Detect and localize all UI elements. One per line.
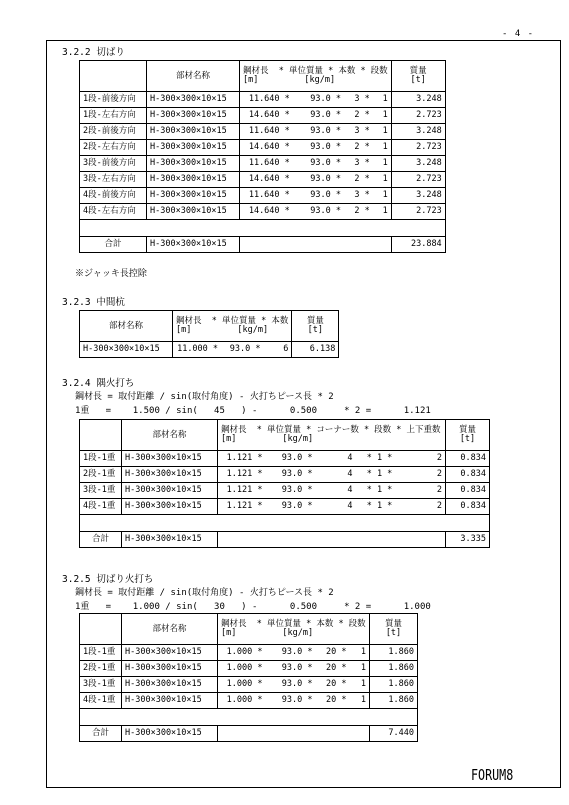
cell-value: 11.640 *	[240, 188, 293, 204]
cell-value: 4	[316, 451, 356, 467]
cell-value: 14.640 *	[240, 204, 293, 220]
cell-value: 1	[373, 188, 391, 204]
table-row	[80, 499, 490, 515]
mass-value: 6.138	[292, 342, 339, 358]
cell-value: 1	[373, 124, 391, 140]
table-sumi-hiuchi	[79, 419, 490, 548]
cell-value: 1.000 *	[218, 693, 266, 709]
cell-value: 93.0 *	[266, 693, 316, 709]
col-header-mass: 質量 [t]	[370, 614, 418, 645]
cell-value: 1	[350, 677, 370, 693]
page-number: - 4 -	[502, 29, 535, 39]
table-row	[80, 156, 446, 172]
cell-value: H-300×300×10×15	[122, 645, 218, 661]
table-kiribari	[79, 60, 446, 253]
cell-value: 20 *	[316, 693, 350, 709]
cell-value: 93.0 *	[293, 172, 344, 188]
table-row	[80, 140, 446, 156]
col-header-mass: 質量 [t]	[446, 420, 490, 451]
table-row	[80, 645, 418, 661]
total-label: 合計	[80, 237, 147, 253]
cell-value: * 1 *	[356, 499, 404, 515]
cell-value: * 1 *	[356, 467, 404, 483]
total-mass: 23.884	[391, 237, 445, 253]
section-heading-3-2-2: 3.2.2 切ばり	[62, 47, 125, 58]
table-row	[80, 204, 446, 220]
cell-value: 1.000 *	[218, 661, 266, 677]
row-label: 3段-1重	[80, 677, 122, 693]
cell-value: 1.121 *	[218, 451, 266, 467]
total-label: 合計	[80, 532, 122, 548]
cell-value: 2 *	[344, 108, 373, 124]
section-heading-3-2-4: 3.2.4 隅火打ち	[62, 378, 135, 389]
mass-value: 0.834	[446, 467, 490, 483]
total-member: H-300×300×10×15	[122, 726, 218, 742]
mass-value: 2.723	[391, 172, 445, 188]
row-label: 2段-1重	[80, 467, 122, 483]
cell-value: H-300×300×10×15	[147, 188, 240, 204]
row-label: 1段-前後方向	[80, 92, 147, 108]
cell-value: H-300×300×10×15	[122, 661, 218, 677]
cell-value: H-300×300×10×15	[122, 499, 218, 515]
table-row	[80, 108, 446, 124]
col-header-calc: 鋼材長 * 単位質量 * 本数 * 段数 [m] [kg/m]	[240, 61, 392, 92]
cell-value: 2	[404, 483, 446, 499]
col-header-calc: 鋼材長 * 単位質量 * コーナー数 * 段数 * 上下重数 [m] [kg/m]	[218, 420, 446, 451]
cell-value: 1	[350, 693, 370, 709]
cell-value: 93.0 *	[293, 156, 344, 172]
cell-value: H-300×300×10×15	[122, 467, 218, 483]
forum8-logo: FORUM8	[471, 766, 514, 784]
cell-value: 93.0 *	[266, 645, 316, 661]
mass-value: 1.860	[370, 661, 418, 677]
cell-value: 93.0 *	[266, 451, 316, 467]
mass-value: 3.248	[391, 188, 445, 204]
cell-value: 11.640 *	[240, 156, 293, 172]
cell-value: 1	[350, 661, 370, 677]
row-label: 4段-前後方向	[80, 188, 147, 204]
cell-value: 1.121 *	[218, 499, 266, 515]
cell-value: 1	[373, 140, 391, 156]
row-label: 1段-左右方向	[80, 108, 147, 124]
row-label: 1段-1重	[80, 645, 122, 661]
table-row: H-300×300×10×15 11.000 * 93.0 * 6 6.138	[80, 342, 339, 358]
cell-value: H-300×300×10×15	[122, 693, 218, 709]
cell-value: 14.640 *	[240, 172, 293, 188]
table-row	[80, 483, 490, 499]
cell-value: * 1 *	[356, 483, 404, 499]
cell-value: 1.121 *	[218, 467, 266, 483]
cell-value: 1	[373, 204, 391, 220]
member-name: H-300×300×10×15	[80, 342, 173, 358]
cell-value: H-300×300×10×15	[147, 204, 240, 220]
col-header-member: 部材名称	[147, 61, 240, 92]
mass-value: 1.860	[370, 677, 418, 693]
mass-value: 1.860	[370, 693, 418, 709]
mass-value: 3.248	[391, 124, 445, 140]
cell-value: 2 *	[344, 172, 373, 188]
cell-value: 20 *	[316, 645, 350, 661]
col-header-mass: 質量 [t]	[391, 61, 445, 92]
cell-value: 93.0 *	[293, 124, 344, 140]
row-label: 3段-左右方向	[80, 172, 147, 188]
row-label: 2段-左右方向	[80, 140, 147, 156]
mass-value: 3.248	[391, 92, 445, 108]
table-row	[80, 124, 446, 140]
cell-value: 2 *	[344, 140, 373, 156]
total-label: 合計	[80, 726, 122, 742]
cell-value: H-300×300×10×15	[122, 677, 218, 693]
cell-value: 11.640 *	[240, 92, 293, 108]
cell-value: 1.121 *	[218, 483, 266, 499]
cell-value: 2	[404, 467, 446, 483]
cell-value: 93.0 *	[293, 140, 344, 156]
total-mass: 3.335	[446, 532, 490, 548]
cell-value: 93.0 *	[293, 108, 344, 124]
cell-value: 93.0 *	[293, 92, 344, 108]
cell-value: 4	[316, 467, 356, 483]
row-label: 2段-1重	[80, 661, 122, 677]
col-header-member: 部材名称	[122, 420, 218, 451]
col-header-calc: 鋼材長 * 単位質量 * 本数 * 段数 [m] [kg/m]	[218, 614, 370, 645]
formula-calc: 1重 = 1.500 / sin( 45 ) - 0.500 * 2 = 1.121	[75, 406, 431, 416]
cell-value: H-300×300×10×15	[147, 108, 240, 124]
cell-value: H-300×300×10×15	[147, 140, 240, 156]
mass-value: 2.723	[391, 108, 445, 124]
row-label: 4段-左右方向	[80, 204, 147, 220]
row-label: 1段-1重	[80, 451, 122, 467]
mass-value: 2.723	[391, 140, 445, 156]
cell-value: 20 *	[316, 661, 350, 677]
table-row	[80, 693, 418, 709]
cell-value: 2	[404, 499, 446, 515]
mass-value: 0.834	[446, 483, 490, 499]
cell-value: 4	[316, 483, 356, 499]
cell-value: 1.000 *	[218, 645, 266, 661]
cell-value: 1	[373, 156, 391, 172]
row-label: 3段-1重	[80, 483, 122, 499]
row-label: 4段-1重	[80, 693, 122, 709]
total-member: H-300×300×10×15	[147, 237, 240, 253]
row-label: 4段-1重	[80, 499, 122, 515]
cell-value: 20 *	[316, 677, 350, 693]
cell-value: 3 *	[344, 92, 373, 108]
table-row	[80, 92, 446, 108]
mass-value: 0.834	[446, 451, 490, 467]
formula: 鋼材長 = 取付距離 / sin(取付角度) - 火打ちピース長 * 2	[75, 392, 334, 402]
cell-value: 3 *	[344, 156, 373, 172]
cell-value: 14.640 *	[240, 140, 293, 156]
table-row	[80, 188, 446, 204]
cell-value: 11.640 *	[240, 124, 293, 140]
col-header-mass: 質量 [t]	[292, 311, 339, 342]
total-member: H-300×300×10×15	[122, 532, 218, 548]
cell-value: 2 *	[344, 204, 373, 220]
cell-value: 1	[373, 172, 391, 188]
cell-value: 4	[316, 499, 356, 515]
col-header-member: 部材名称	[122, 614, 218, 645]
cell-value: 93.0 *	[266, 677, 316, 693]
row-label: 2段-前後方向	[80, 124, 147, 140]
jack-note: ※ジャッキ長控除	[75, 269, 147, 279]
table-row	[80, 172, 446, 188]
cell-value: 93.0 *	[266, 483, 316, 499]
cell-value: H-300×300×10×15	[147, 92, 240, 108]
cell-value: 93.0 *	[293, 204, 344, 220]
cell-value: 1	[350, 645, 370, 661]
cell-value: 93.0 *	[266, 467, 316, 483]
mass-value: 3.248	[391, 156, 445, 172]
table-row	[80, 451, 490, 467]
cell-value: 14.640 *	[240, 108, 293, 124]
total-mass: 7.440	[370, 726, 418, 742]
cell-value: H-300×300×10×15	[147, 156, 240, 172]
cell-value: 93.0 *	[293, 188, 344, 204]
cell-value: 1.000 *	[218, 677, 266, 693]
cell-value: 93.0 *	[266, 661, 316, 677]
col-header-member: 部材名称	[80, 311, 173, 342]
table-chukankui	[79, 310, 339, 358]
table-kiribari-hiuchi	[79, 613, 418, 742]
mass-value: 1.860	[370, 645, 418, 661]
formula-calc: 1重 = 1.000 / sin( 30 ) - 0.500 * 2 = 1.000	[75, 602, 431, 612]
cell-value: 1	[373, 108, 391, 124]
section-heading-3-2-5: 3.2.5 切ばり火打ち	[62, 574, 154, 585]
cell-value: 3 *	[344, 188, 373, 204]
cell-value: H-300×300×10×15	[147, 172, 240, 188]
section-heading-3-2-3: 3.2.3 中間杭	[62, 297, 125, 308]
cell-value: H-300×300×10×15	[147, 124, 240, 140]
mass-value: 0.834	[446, 499, 490, 515]
cell-value: * 1 *	[356, 451, 404, 467]
cell-value: H-300×300×10×15	[122, 483, 218, 499]
cell-value: 3 *	[344, 124, 373, 140]
table-row	[80, 467, 490, 483]
cell-value: H-300×300×10×15	[122, 451, 218, 467]
row-label: 3段-前後方向	[80, 156, 147, 172]
mass-value: 2.723	[391, 204, 445, 220]
cell-value: 2	[404, 451, 446, 467]
formula: 鋼材長 = 取付距離 / sin(取付角度) - 火打ちピース長 * 2	[75, 588, 334, 598]
cell-value: 1	[373, 92, 391, 108]
table-row	[80, 677, 418, 693]
col-header-calc: 鋼材長 * 単位質量 * 本数 [m] [kg/m]	[173, 311, 292, 342]
table-row	[80, 661, 418, 677]
cell-value: 93.0 *	[266, 499, 316, 515]
